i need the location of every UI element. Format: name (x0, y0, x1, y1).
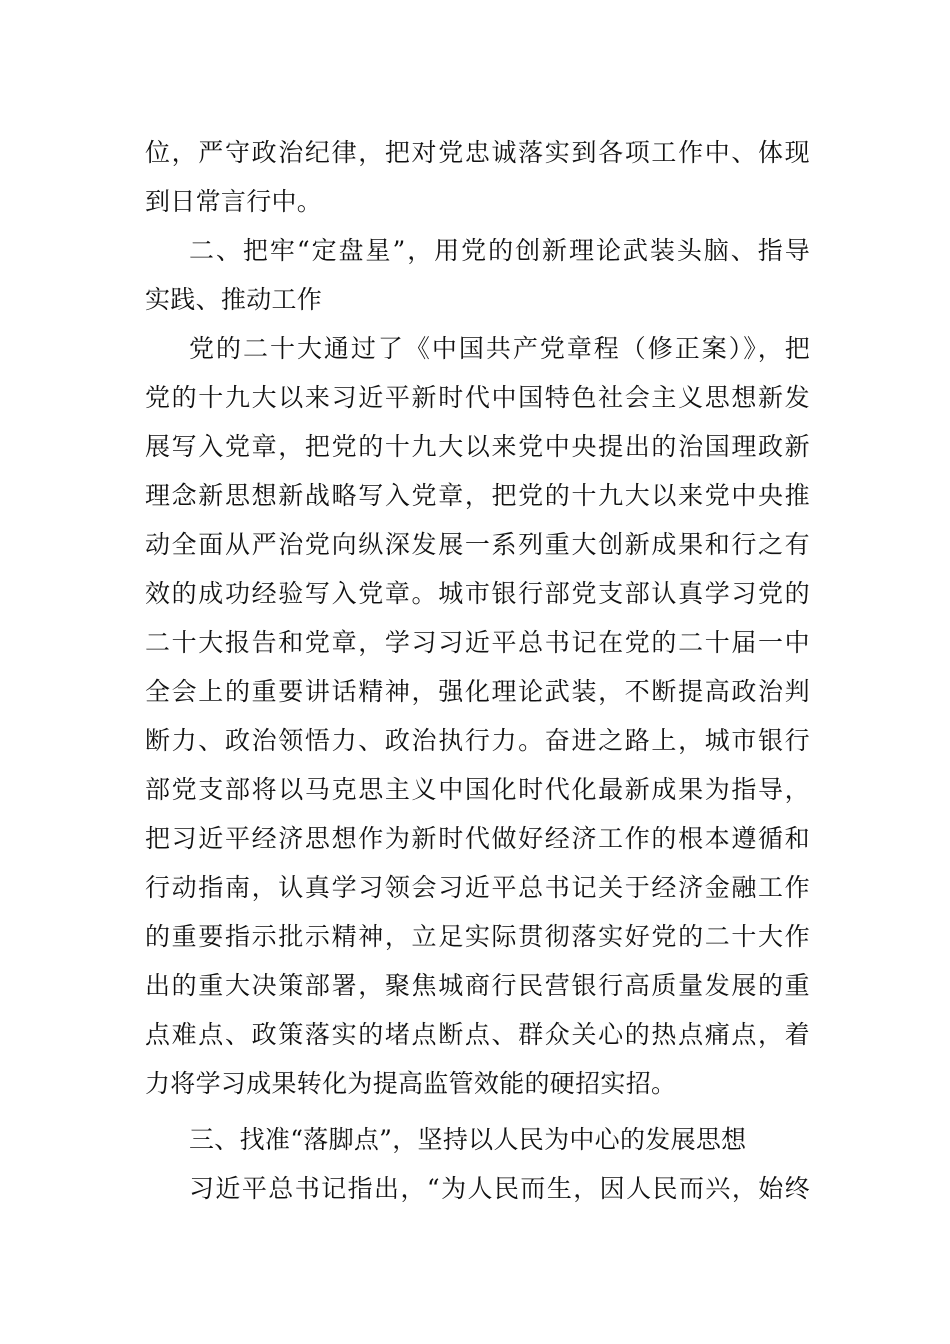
body-text-line: 党的二十大通过了《中国共产党章程（修正案）》，把 (189, 334, 810, 363)
body-text-line: 效的成功经验写入党章。城市银行部党支部认真学习党的 (145, 579, 810, 608)
body-text-line: 行动指南，认真学习领会习近平总书记关于经济金融工作 (145, 873, 810, 902)
body-text-line: 位，严守政治纪律，把对党忠诚落实到各项工作中、体现 (145, 138, 810, 167)
body-text-line: 全会上的重要讲话精神，强化理论武装，不断提高政治判 (145, 677, 810, 706)
body-text-line: 党的十九大以来习近平新时代中国特色社会主义思想新发 (145, 383, 810, 412)
body-text-line: 动全面从严治党向纵深发展一系列重大创新成果和行之有 (145, 530, 810, 559)
body-text-line: 二十大报告和党章，学习习近平总书记在党的二十届一中 (145, 628, 810, 657)
body-text-line: 理念新思想新战略写入党章，把党的十九大以来党中央推 (145, 481, 810, 510)
body-text-line: 出的重大决策部署，聚焦城商行民营银行高质量发展的重 (145, 971, 810, 1000)
body-text-line: 断力、政治领悟力、政治执行力。奋进之路上，城市银行 (145, 726, 810, 755)
body-text-line: 展写入党章，把党的十九大以来党中央提出的治国理政新 (145, 432, 810, 461)
section-heading-line: 三、找准“落脚点”，坚持以人民为中心的发展思想 (189, 1125, 747, 1154)
body-text-line: 的重要指示批示精神，立足实际贯彻落实好党的二十大作 (145, 922, 810, 951)
body-text-line: 力将学习成果转化为提高监管效能的硬招实招。 (145, 1069, 677, 1098)
section-heading-line: 实践、推动工作 (145, 285, 323, 314)
body-text-line: 点难点、政策落实的堵点断点、群众关心的热点痛点，着 (145, 1020, 810, 1049)
body-text-line: 到日常言行中。 (145, 187, 323, 216)
body-text-line: 把习近平经济思想作为新时代做好经济工作的根本遵循和 (145, 824, 810, 853)
body-text-line: 部党支部将以马克思主义中国化时代化最新成果为指导， (145, 775, 810, 804)
section-heading-line: 二、把牢“定盘星”，用党的创新理论武装头脑、指导 (189, 236, 810, 265)
body-text-line: 习近平总书记指出，“为人民而生，因人民而兴，始终 (189, 1174, 810, 1203)
